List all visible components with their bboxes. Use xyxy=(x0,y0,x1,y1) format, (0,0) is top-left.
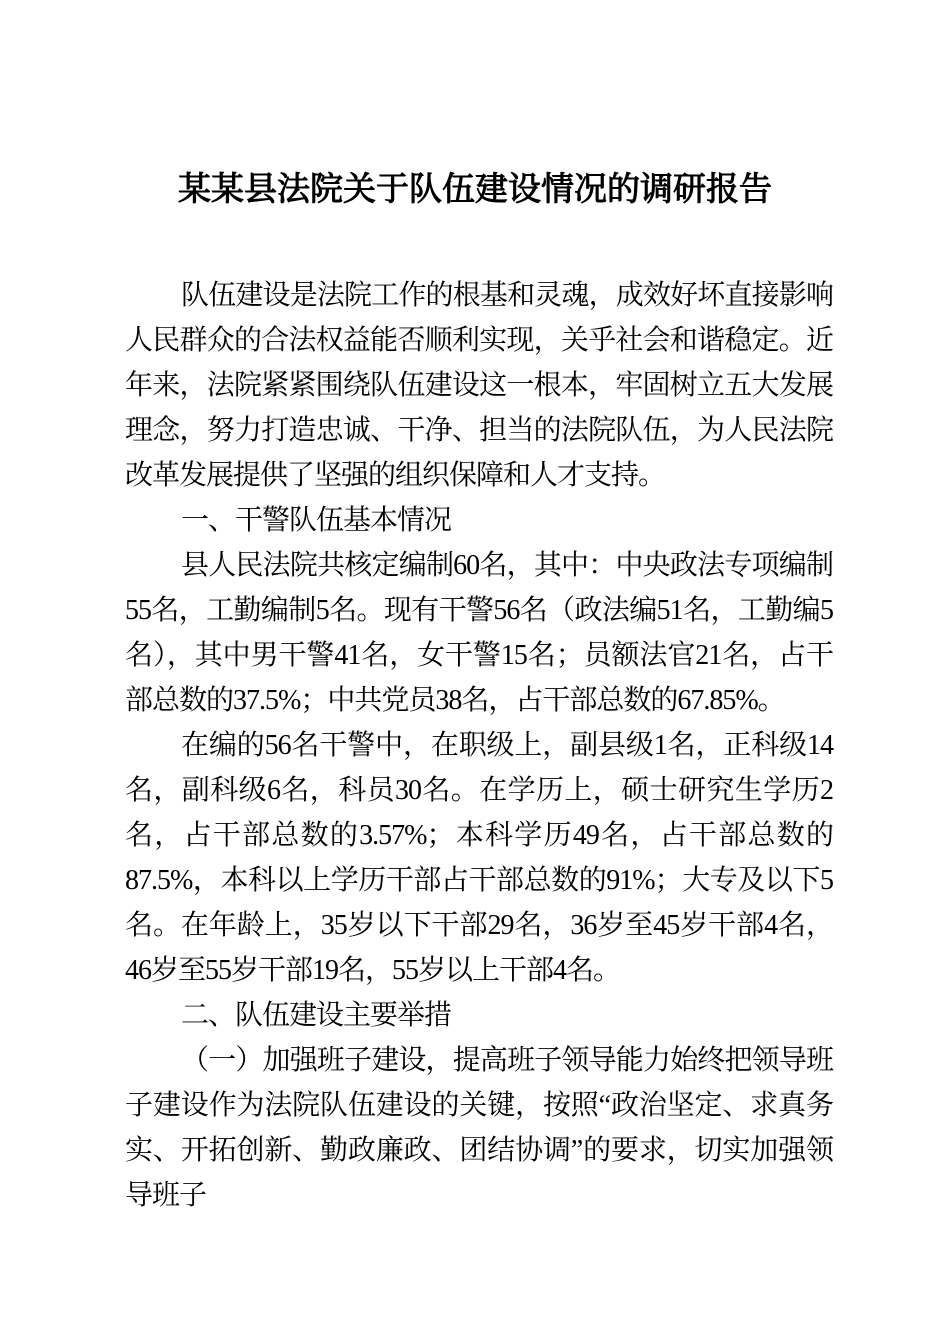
paragraph-staffing-overview: 县人民法院共核定编制60名，其中：中央政法专项编制55名，工勤编制5名。现有干警56名（政法编51名，工勤编5名），其中男干警41名，女干警15名；员额法官21名，占干部总数的37.5%；中共党员38名，占干部总数的67.85%。 xyxy=(125,550,833,716)
paragraph-staff-composition: 在编的56名干警中，在职级上，副县级1名，正科级14名，副科级6名，科员30名。在学历上，硕士研究生学历2名，占干部总数的3.57%；本科学历49名，占干部总数的87.5%，本科以上学历干部占干部总数的91%；大专及以下5名。在年龄上，35岁以下干部29名，36岁至45岁干部4名，46岁至55岁干部19名，55岁以上干部4名。 xyxy=(125,730,833,986)
paragraph-leadership-building: （一）加强班子建设，提高班子领导能力始终把领导班子建设作为法院队伍建设的关键，按照“政治坚定、求真务实、开拓创新、勤政廉政、团结协调”的要求，切实加强领导班子 xyxy=(125,1045,833,1211)
paragraph-intro: 队伍建设是法院工作的根基和灵魂，成效好坏直接影响人民群众的合法权益能否顺利实现，关乎社会和谐稳定。近年来，法院紧紧围绕队伍建设这一根本，牢固树立五大发展理念，努力打造忠诚、干净、担当的法院队伍，为人民法院改革发展提供了坚强的组织保障和人才支持。 xyxy=(125,280,833,491)
document-body xyxy=(125,273,833,1218)
document-title: 某某县法院关于队伍建设情况的调研报告 xyxy=(178,172,772,208)
section-heading-2: 二、队伍建设主要举措 xyxy=(181,1000,452,1031)
section-heading-1: 一、干警队伍基本情况 xyxy=(181,505,452,536)
